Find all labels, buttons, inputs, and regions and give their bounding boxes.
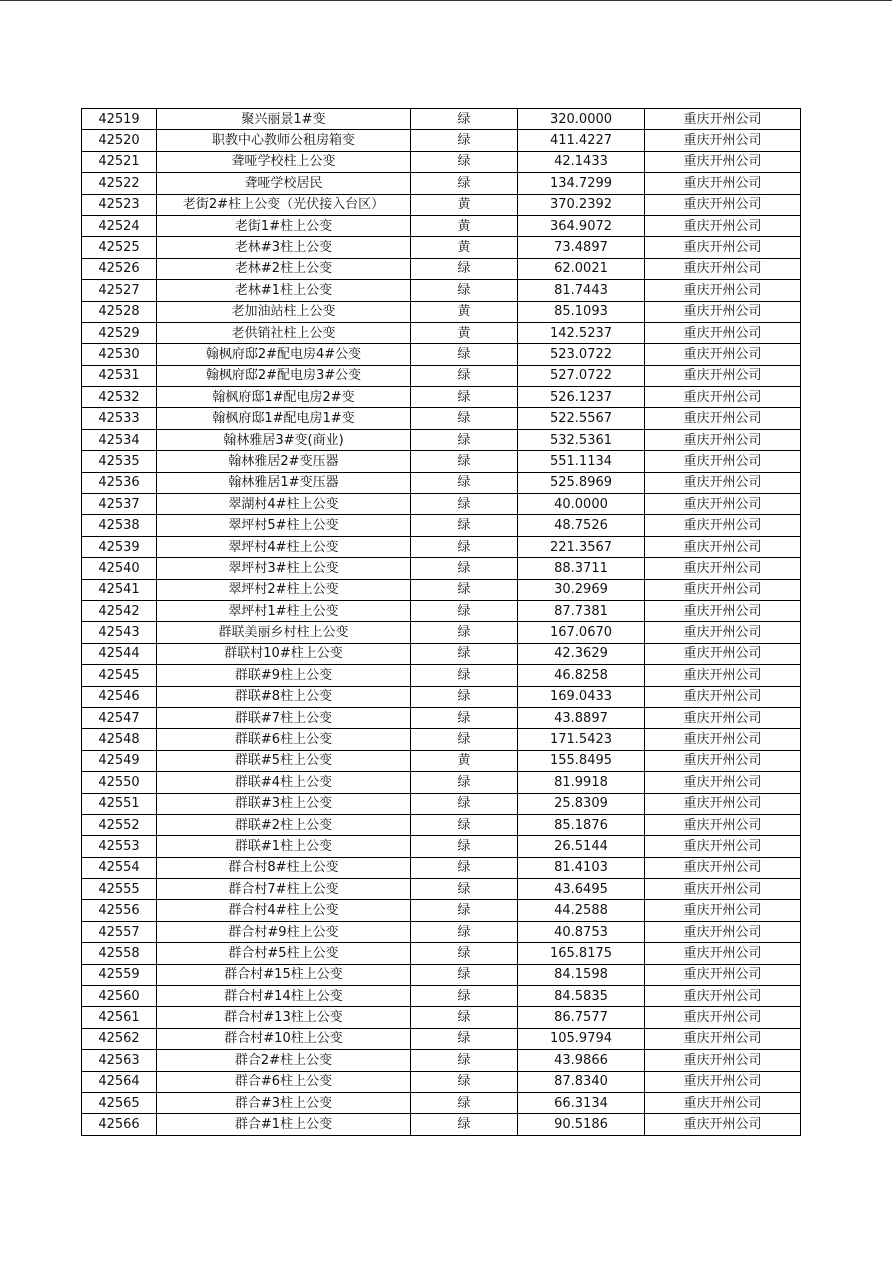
cell-id: 42556 bbox=[82, 900, 157, 921]
cell-name: 翰林雅居1#变压器 bbox=[157, 472, 411, 493]
cell-name: 聚兴丽景1#变 bbox=[157, 109, 411, 130]
table-row bbox=[82, 301, 801, 322]
cell-id: 42541 bbox=[82, 579, 157, 600]
cell-id: 42528 bbox=[82, 301, 157, 322]
cell-name: 群联#2柱上公变 bbox=[157, 814, 411, 835]
cell-company: 重庆开州公司 bbox=[645, 707, 801, 728]
table-row bbox=[82, 365, 801, 386]
cell-id: 42560 bbox=[82, 986, 157, 1007]
cell-value: 84.5835 bbox=[518, 986, 645, 1007]
table-row bbox=[82, 130, 801, 151]
cell-company: 重庆开州公司 bbox=[645, 964, 801, 985]
cell-value: 48.7526 bbox=[518, 515, 645, 536]
cell-company: 重庆开州公司 bbox=[645, 686, 801, 707]
table-row bbox=[82, 151, 801, 172]
cell-company: 重庆开州公司 bbox=[645, 665, 801, 686]
cell-status: 绿 bbox=[411, 643, 518, 664]
cell-name: 翰枫府邸1#配电房2#变 bbox=[157, 387, 411, 408]
cell-name: 翠湖村4#柱上公变 bbox=[157, 494, 411, 515]
cell-value: 46.8258 bbox=[518, 665, 645, 686]
cell-id: 42531 bbox=[82, 365, 157, 386]
cell-status: 黄 bbox=[411, 322, 518, 343]
cell-company: 重庆开州公司 bbox=[645, 365, 801, 386]
cell-company: 重庆开州公司 bbox=[645, 1092, 801, 1113]
cell-value: 522.5567 bbox=[518, 408, 645, 429]
cell-name: 群合2#柱上公变 bbox=[157, 1050, 411, 1071]
table-row bbox=[82, 622, 801, 643]
table-row bbox=[82, 600, 801, 621]
cell-status: 绿 bbox=[411, 130, 518, 151]
cell-id: 42525 bbox=[82, 237, 157, 258]
cell-value: 523.0722 bbox=[518, 344, 645, 365]
cell-id: 42562 bbox=[82, 1028, 157, 1049]
cell-company: 重庆开州公司 bbox=[645, 301, 801, 322]
cell-value: 87.8340 bbox=[518, 1071, 645, 1092]
cell-value: 44.2588 bbox=[518, 900, 645, 921]
cell-status: 绿 bbox=[411, 109, 518, 130]
cell-value: 155.8495 bbox=[518, 750, 645, 771]
table-row bbox=[82, 964, 801, 985]
cell-name: 群联#9柱上公变 bbox=[157, 665, 411, 686]
cell-status: 绿 bbox=[411, 729, 518, 750]
cell-value: 411.4227 bbox=[518, 130, 645, 151]
cell-status: 绿 bbox=[411, 1050, 518, 1071]
cell-value: 90.5186 bbox=[518, 1114, 645, 1135]
cell-company: 重庆开州公司 bbox=[645, 986, 801, 1007]
cell-name: 老林#2柱上公变 bbox=[157, 258, 411, 279]
cell-name: 老供销社柱上公变 bbox=[157, 322, 411, 343]
cell-company: 重庆开州公司 bbox=[645, 408, 801, 429]
cell-value: 134.7299 bbox=[518, 173, 645, 194]
cell-name: 翠坪村3#柱上公变 bbox=[157, 558, 411, 579]
table-row bbox=[82, 472, 801, 493]
cell-value: 43.9866 bbox=[518, 1050, 645, 1071]
cell-name: 群联#4柱上公变 bbox=[157, 772, 411, 793]
cell-company: 重庆开州公司 bbox=[645, 215, 801, 236]
cell-name: 翰枫府邸2#配电房3#公变 bbox=[157, 365, 411, 386]
cell-status: 绿 bbox=[411, 1071, 518, 1092]
cell-id: 42553 bbox=[82, 836, 157, 857]
cell-name: 群合村#9柱上公变 bbox=[157, 921, 411, 942]
table-row bbox=[82, 387, 801, 408]
cell-name: 职教中心教师公租房箱变 bbox=[157, 130, 411, 151]
table-row bbox=[82, 536, 801, 557]
cell-status: 绿 bbox=[411, 793, 518, 814]
cell-value: 527.0722 bbox=[518, 365, 645, 386]
cell-status: 绿 bbox=[411, 1092, 518, 1113]
cell-status: 绿 bbox=[411, 814, 518, 835]
cell-id: 42523 bbox=[82, 194, 157, 215]
cell-value: 25.8309 bbox=[518, 793, 645, 814]
cell-company: 重庆开州公司 bbox=[645, 237, 801, 258]
cell-id: 42545 bbox=[82, 665, 157, 686]
cell-status: 绿 bbox=[411, 1114, 518, 1135]
table-row bbox=[82, 344, 801, 365]
cell-id: 42544 bbox=[82, 643, 157, 664]
table-row bbox=[82, 558, 801, 579]
cell-status: 绿 bbox=[411, 365, 518, 386]
cell-id: 42564 bbox=[82, 1071, 157, 1092]
cell-company: 重庆开州公司 bbox=[645, 643, 801, 664]
table-row bbox=[82, 1092, 801, 1113]
table-row bbox=[82, 1028, 801, 1049]
table-body bbox=[82, 109, 801, 1136]
cell-company: 重庆开州公司 bbox=[645, 280, 801, 301]
cell-value: 81.4103 bbox=[518, 857, 645, 878]
cell-name: 老街2#柱上公变（光伏接入台区） bbox=[157, 194, 411, 215]
cell-status: 绿 bbox=[411, 280, 518, 301]
cell-status: 绿 bbox=[411, 429, 518, 450]
table-row bbox=[82, 1007, 801, 1028]
cell-company: 重庆开州公司 bbox=[645, 151, 801, 172]
transformer-table bbox=[81, 108, 801, 1136]
cell-id: 42547 bbox=[82, 707, 157, 728]
table-row bbox=[82, 986, 801, 1007]
cell-id: 42540 bbox=[82, 558, 157, 579]
cell-id: 42534 bbox=[82, 429, 157, 450]
table-row bbox=[82, 665, 801, 686]
cell-id: 42530 bbox=[82, 344, 157, 365]
cell-value: 85.1876 bbox=[518, 814, 645, 835]
cell-value: 30.2969 bbox=[518, 579, 645, 600]
cell-company: 重庆开州公司 bbox=[645, 900, 801, 921]
cell-name: 群合村#15柱上公变 bbox=[157, 964, 411, 985]
cell-name: 翰枫府邸1#配电房1#变 bbox=[157, 408, 411, 429]
cell-id: 42551 bbox=[82, 793, 157, 814]
cell-id: 42533 bbox=[82, 408, 157, 429]
cell-id: 42539 bbox=[82, 536, 157, 557]
cell-name: 群合村4#柱上公变 bbox=[157, 900, 411, 921]
cell-id: 42537 bbox=[82, 494, 157, 515]
table-row bbox=[82, 579, 801, 600]
cell-value: 81.9918 bbox=[518, 772, 645, 793]
cell-company: 重庆开州公司 bbox=[645, 109, 801, 130]
cell-id: 42563 bbox=[82, 1050, 157, 1071]
table-row bbox=[82, 686, 801, 707]
cell-status: 绿 bbox=[411, 408, 518, 429]
document-page bbox=[81, 108, 801, 1136]
cell-status: 绿 bbox=[411, 151, 518, 172]
cell-id: 42546 bbox=[82, 686, 157, 707]
cell-company: 重庆开州公司 bbox=[645, 194, 801, 215]
cell-name: 群联#6柱上公变 bbox=[157, 729, 411, 750]
cell-status: 绿 bbox=[411, 686, 518, 707]
cell-company: 重庆开州公司 bbox=[645, 515, 801, 536]
cell-company: 重庆开州公司 bbox=[645, 536, 801, 557]
cell-name: 群联村10#柱上公变 bbox=[157, 643, 411, 664]
cell-name: 翠坪村1#柱上公变 bbox=[157, 600, 411, 621]
cell-company: 重庆开州公司 bbox=[645, 921, 801, 942]
cell-company: 重庆开州公司 bbox=[645, 943, 801, 964]
cell-status: 绿 bbox=[411, 1007, 518, 1028]
cell-name: 老加油站柱上公变 bbox=[157, 301, 411, 322]
cell-name: 老林#3柱上公变 bbox=[157, 237, 411, 258]
cell-status: 绿 bbox=[411, 451, 518, 472]
cell-value: 81.7443 bbox=[518, 280, 645, 301]
cell-value: 165.8175 bbox=[518, 943, 645, 964]
cell-name: 群合村#10柱上公变 bbox=[157, 1028, 411, 1049]
cell-name: 群合#1柱上公变 bbox=[157, 1114, 411, 1135]
cell-id: 42542 bbox=[82, 600, 157, 621]
cell-value: 84.1598 bbox=[518, 964, 645, 985]
cell-value: 105.9794 bbox=[518, 1028, 645, 1049]
cell-status: 绿 bbox=[411, 536, 518, 557]
cell-id: 42532 bbox=[82, 387, 157, 408]
cell-status: 绿 bbox=[411, 173, 518, 194]
cell-company: 重庆开州公司 bbox=[645, 622, 801, 643]
table-row bbox=[82, 173, 801, 194]
table-row bbox=[82, 429, 801, 450]
cell-value: 43.8897 bbox=[518, 707, 645, 728]
cell-company: 重庆开州公司 bbox=[645, 173, 801, 194]
cell-status: 绿 bbox=[411, 579, 518, 600]
table-row bbox=[82, 836, 801, 857]
cell-company: 重庆开州公司 bbox=[645, 814, 801, 835]
cell-company: 重庆开州公司 bbox=[645, 1114, 801, 1135]
cell-status: 绿 bbox=[411, 964, 518, 985]
cell-id: 42526 bbox=[82, 258, 157, 279]
cell-name: 翰枫府邸2#配电房4#公变 bbox=[157, 344, 411, 365]
cell-company: 重庆开州公司 bbox=[645, 579, 801, 600]
cell-id: 42536 bbox=[82, 472, 157, 493]
cell-name: 老林#1柱上公变 bbox=[157, 280, 411, 301]
table-row bbox=[82, 707, 801, 728]
cell-status: 绿 bbox=[411, 943, 518, 964]
cell-status: 绿 bbox=[411, 857, 518, 878]
cell-value: 364.9072 bbox=[518, 215, 645, 236]
cell-status: 绿 bbox=[411, 900, 518, 921]
table-row bbox=[82, 1114, 801, 1135]
table-row bbox=[82, 194, 801, 215]
table-row bbox=[82, 729, 801, 750]
table-row bbox=[82, 1050, 801, 1071]
cell-value: 142.5237 bbox=[518, 322, 645, 343]
cell-status: 绿 bbox=[411, 836, 518, 857]
cell-name: 群联#8柱上公变 bbox=[157, 686, 411, 707]
cell-value: 43.6495 bbox=[518, 879, 645, 900]
cell-status: 绿 bbox=[411, 494, 518, 515]
cell-id: 42524 bbox=[82, 215, 157, 236]
table-row bbox=[82, 494, 801, 515]
cell-value: 26.5144 bbox=[518, 836, 645, 857]
cell-id: 42548 bbox=[82, 729, 157, 750]
cell-status: 黄 bbox=[411, 237, 518, 258]
cell-id: 42554 bbox=[82, 857, 157, 878]
cell-value: 526.1237 bbox=[518, 387, 645, 408]
cell-name: 翠坪村4#柱上公变 bbox=[157, 536, 411, 557]
cell-id: 42550 bbox=[82, 772, 157, 793]
cell-company: 重庆开州公司 bbox=[645, 729, 801, 750]
cell-value: 171.5423 bbox=[518, 729, 645, 750]
cell-id: 42565 bbox=[82, 1092, 157, 1113]
cell-value: 320.0000 bbox=[518, 109, 645, 130]
table-row bbox=[82, 793, 801, 814]
cell-company: 重庆开州公司 bbox=[645, 258, 801, 279]
table-row bbox=[82, 750, 801, 771]
table-row bbox=[82, 515, 801, 536]
cell-value: 42.1433 bbox=[518, 151, 645, 172]
cell-status: 绿 bbox=[411, 344, 518, 365]
cell-value: 85.1093 bbox=[518, 301, 645, 322]
cell-company: 重庆开州公司 bbox=[645, 1028, 801, 1049]
cell-value: 169.0433 bbox=[518, 686, 645, 707]
cell-value: 40.8753 bbox=[518, 921, 645, 942]
table-row bbox=[82, 1071, 801, 1092]
table-row bbox=[82, 857, 801, 878]
cell-status: 黄 bbox=[411, 215, 518, 236]
cell-name: 群合村#14柱上公变 bbox=[157, 986, 411, 1007]
cell-company: 重庆开州公司 bbox=[645, 750, 801, 771]
cell-id: 42557 bbox=[82, 921, 157, 942]
cell-status: 绿 bbox=[411, 622, 518, 643]
cell-name: 群联#7柱上公变 bbox=[157, 707, 411, 728]
cell-name: 群合村7#柱上公变 bbox=[157, 879, 411, 900]
cell-value: 167.0670 bbox=[518, 622, 645, 643]
cell-name: 群合村#13柱上公变 bbox=[157, 1007, 411, 1028]
cell-status: 绿 bbox=[411, 665, 518, 686]
table-row bbox=[82, 280, 801, 301]
cell-status: 绿 bbox=[411, 1028, 518, 1049]
cell-company: 重庆开州公司 bbox=[645, 451, 801, 472]
cell-status: 绿 bbox=[411, 387, 518, 408]
cell-id: 42555 bbox=[82, 879, 157, 900]
cell-company: 重庆开州公司 bbox=[645, 1050, 801, 1071]
cell-status: 绿 bbox=[411, 707, 518, 728]
cell-value: 86.7577 bbox=[518, 1007, 645, 1028]
cell-value: 370.2392 bbox=[518, 194, 645, 215]
cell-value: 525.8969 bbox=[518, 472, 645, 493]
cell-id: 42552 bbox=[82, 814, 157, 835]
cell-id: 42535 bbox=[82, 451, 157, 472]
cell-name: 群联#1柱上公变 bbox=[157, 836, 411, 857]
cell-name: 聋哑学校柱上公变 bbox=[157, 151, 411, 172]
cell-status: 黄 bbox=[411, 194, 518, 215]
cell-value: 66.3134 bbox=[518, 1092, 645, 1113]
cell-id: 42538 bbox=[82, 515, 157, 536]
cell-company: 重庆开州公司 bbox=[645, 1071, 801, 1092]
cell-value: 40.0000 bbox=[518, 494, 645, 515]
cell-company: 重庆开州公司 bbox=[645, 494, 801, 515]
cell-company: 重庆开州公司 bbox=[645, 558, 801, 579]
cell-status: 绿 bbox=[411, 558, 518, 579]
cell-status: 绿 bbox=[411, 515, 518, 536]
cell-value: 87.7381 bbox=[518, 600, 645, 621]
table-row bbox=[82, 814, 801, 835]
cell-value: 221.3567 bbox=[518, 536, 645, 557]
cell-id: 42520 bbox=[82, 130, 157, 151]
cell-company: 重庆开州公司 bbox=[645, 387, 801, 408]
cell-company: 重庆开州公司 bbox=[645, 857, 801, 878]
cell-status: 黄 bbox=[411, 750, 518, 771]
table-row bbox=[82, 921, 801, 942]
cell-status: 绿 bbox=[411, 772, 518, 793]
cell-company: 重庆开州公司 bbox=[645, 879, 801, 900]
table-row bbox=[82, 109, 801, 130]
cell-name: 群联#5柱上公变 bbox=[157, 750, 411, 771]
table-row bbox=[82, 879, 801, 900]
cell-id: 42521 bbox=[82, 151, 157, 172]
cell-name: 群联#3柱上公变 bbox=[157, 793, 411, 814]
cell-company: 重庆开州公司 bbox=[645, 1007, 801, 1028]
cell-id: 42566 bbox=[82, 1114, 157, 1135]
cell-status: 绿 bbox=[411, 921, 518, 942]
cell-status: 绿 bbox=[411, 879, 518, 900]
cell-value: 551.1134 bbox=[518, 451, 645, 472]
cell-id: 42527 bbox=[82, 280, 157, 301]
table-row bbox=[82, 408, 801, 429]
cell-id: 42558 bbox=[82, 943, 157, 964]
cell-name: 群合#3柱上公变 bbox=[157, 1092, 411, 1113]
cell-name: 翰林雅居2#变压器 bbox=[157, 451, 411, 472]
cell-name: 群合村#5柱上公变 bbox=[157, 943, 411, 964]
cell-value: 42.3629 bbox=[518, 643, 645, 664]
table-row bbox=[82, 322, 801, 343]
cell-name: 群合村8#柱上公变 bbox=[157, 857, 411, 878]
cell-id: 42543 bbox=[82, 622, 157, 643]
cell-value: 532.5361 bbox=[518, 429, 645, 450]
cell-company: 重庆开州公司 bbox=[645, 344, 801, 365]
cell-status: 绿 bbox=[411, 986, 518, 1007]
table-row bbox=[82, 772, 801, 793]
table-row bbox=[82, 258, 801, 279]
cell-status: 绿 bbox=[411, 472, 518, 493]
cell-company: 重庆开州公司 bbox=[645, 600, 801, 621]
cell-id: 42529 bbox=[82, 322, 157, 343]
cell-value: 73.4897 bbox=[518, 237, 645, 258]
cell-status: 绿 bbox=[411, 258, 518, 279]
cell-company: 重庆开州公司 bbox=[645, 472, 801, 493]
table-row bbox=[82, 215, 801, 236]
cell-company: 重庆开州公司 bbox=[645, 772, 801, 793]
table-row bbox=[82, 237, 801, 258]
cell-name: 翠坪村5#柱上公变 bbox=[157, 515, 411, 536]
cell-status: 黄 bbox=[411, 301, 518, 322]
cell-name: 翠坪村2#柱上公变 bbox=[157, 579, 411, 600]
cell-value: 88.3711 bbox=[518, 558, 645, 579]
cell-name: 翰林雅居3#变(商业) bbox=[157, 429, 411, 450]
cell-company: 重庆开州公司 bbox=[645, 429, 801, 450]
cell-value: 62.0021 bbox=[518, 258, 645, 279]
cell-id: 42549 bbox=[82, 750, 157, 771]
page-top-border bbox=[0, 0, 892, 1]
cell-name: 聋哑学校居民 bbox=[157, 173, 411, 194]
cell-id: 42519 bbox=[82, 109, 157, 130]
cell-id: 42559 bbox=[82, 964, 157, 985]
cell-company: 重庆开州公司 bbox=[645, 836, 801, 857]
cell-name: 群联美丽乡村柱上公变 bbox=[157, 622, 411, 643]
table-row bbox=[82, 900, 801, 921]
cell-id: 42522 bbox=[82, 173, 157, 194]
table-row bbox=[82, 451, 801, 472]
cell-name: 老街1#柱上公变 bbox=[157, 215, 411, 236]
cell-id: 42561 bbox=[82, 1007, 157, 1028]
cell-company: 重庆开州公司 bbox=[645, 130, 801, 151]
cell-status: 绿 bbox=[411, 600, 518, 621]
cell-company: 重庆开州公司 bbox=[645, 793, 801, 814]
cell-name: 群合#6柱上公变 bbox=[157, 1071, 411, 1092]
table-row bbox=[82, 643, 801, 664]
cell-company: 重庆开州公司 bbox=[645, 322, 801, 343]
table-row bbox=[82, 943, 801, 964]
